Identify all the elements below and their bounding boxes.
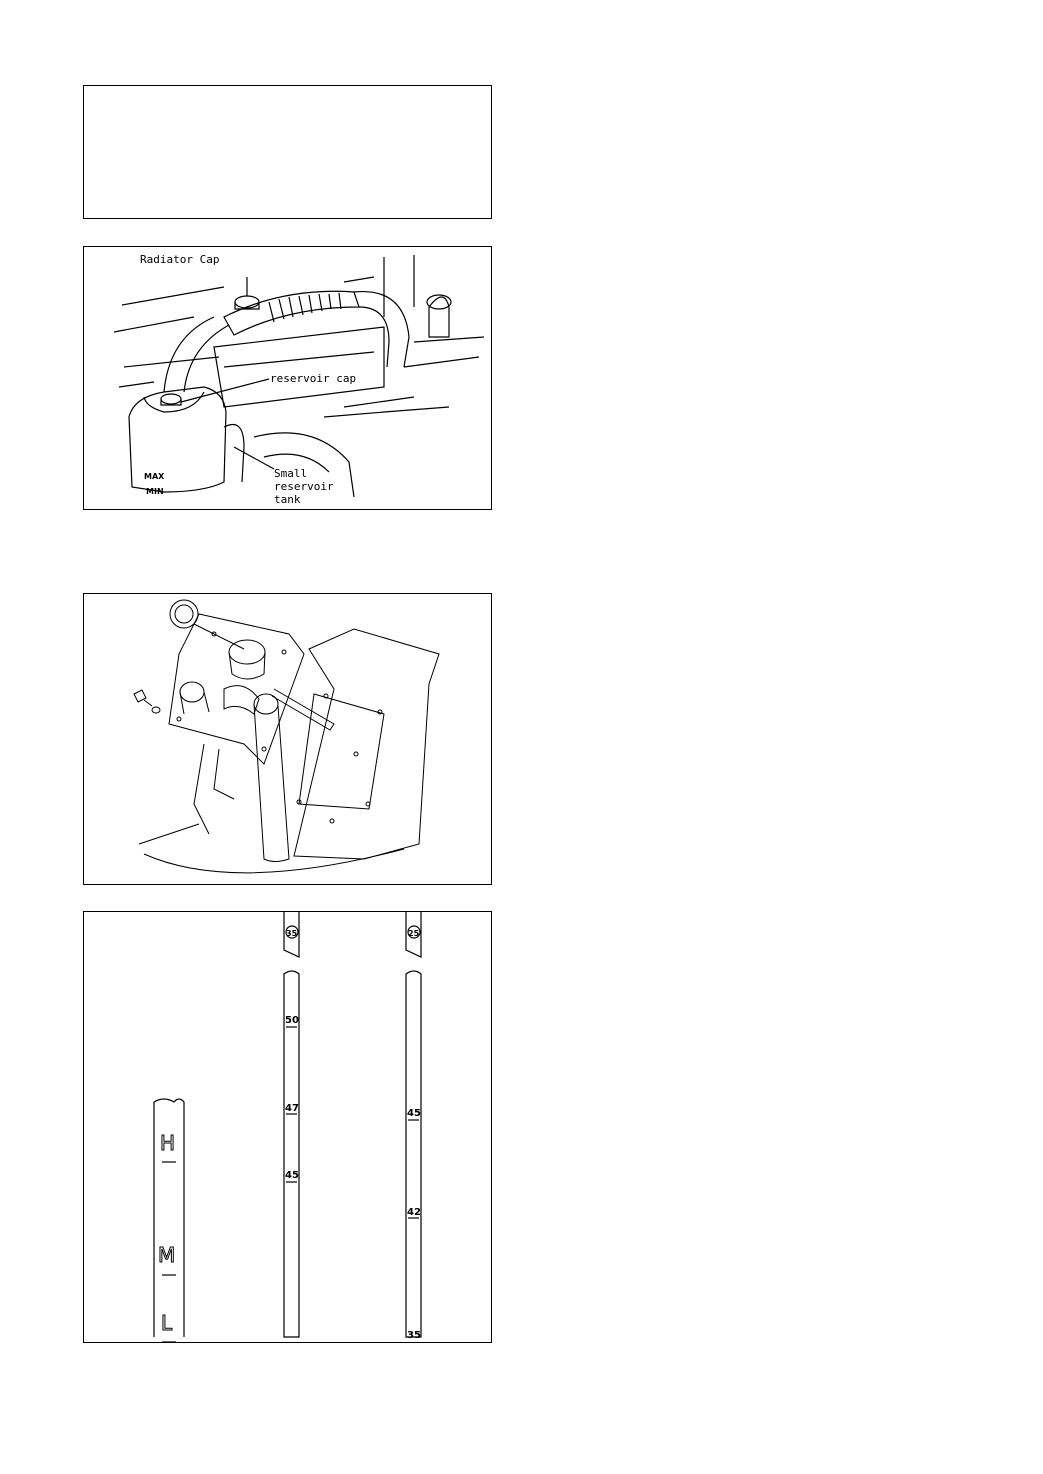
- small-tank-label-line2: reservoir: [274, 480, 334, 493]
- radiator-drawing: [84, 247, 493, 511]
- mid-gauge-lower-mark: 45: [285, 1170, 299, 1181]
- filler-cap-drawing: [84, 594, 493, 886]
- min-mark: MIN: [146, 487, 164, 496]
- right-gauge-lower-mark: 35: [407, 1330, 421, 1341]
- dipstick-gauges-figure: [83, 911, 492, 1343]
- reservoir-cap-label: reservoir cap: [270, 372, 357, 385]
- filler-cap-figure: [83, 593, 492, 885]
- dipstick-h-mark: H: [160, 1131, 176, 1155]
- mid-gauge-middle-mark: 47: [285, 1103, 299, 1114]
- dipstick-m-mark: M: [158, 1243, 176, 1267]
- max-mark: MAX: [144, 472, 165, 481]
- small-tank-label-line3: tank: [274, 493, 301, 506]
- right-gauge-upper-mark: 45: [407, 1108, 421, 1119]
- small-tank-label-line1: Small: [274, 467, 308, 480]
- dipstick-drawing: [84, 912, 493, 1344]
- radiator-cap-label: Radiator Cap: [140, 253, 220, 266]
- right-gauge-top-badge: 25: [408, 929, 420, 938]
- mid-gauge-top-badge: 35: [286, 929, 298, 938]
- mid-gauge-upper-mark: 50: [285, 1015, 299, 1026]
- dipstick-l-mark: L: [161, 1311, 173, 1335]
- empty-figure-frame: [83, 85, 492, 219]
- right-gauge-middle-mark: 42: [407, 1207, 421, 1218]
- radiator-reservoir-figure: [83, 246, 492, 510]
